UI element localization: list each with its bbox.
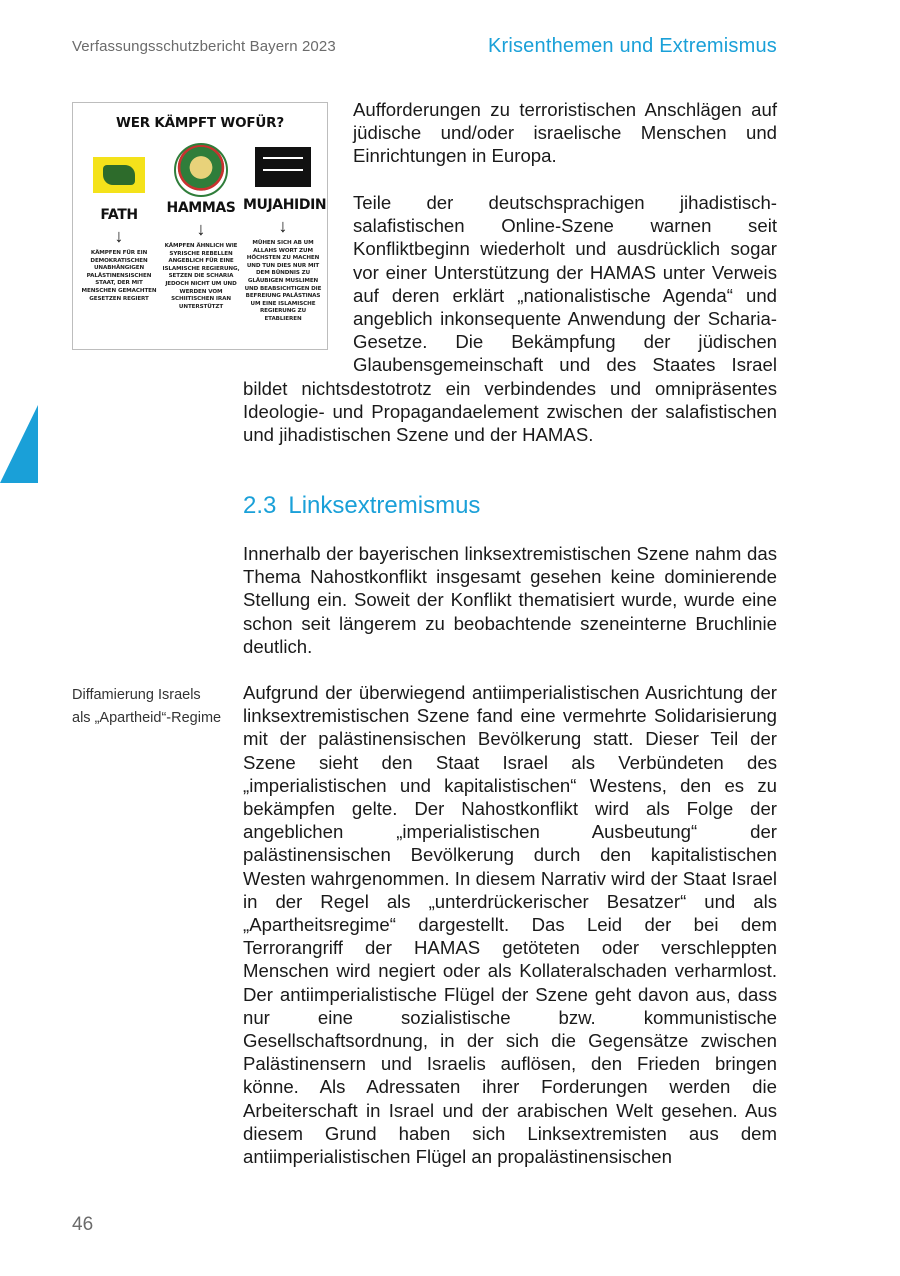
page-number: 46 bbox=[72, 1214, 94, 1235]
column-name: FATH bbox=[100, 207, 138, 223]
side-tab-marker bbox=[0, 405, 38, 483]
section-heading bbox=[243, 492, 480, 520]
column-description: MÜHEN SICH AB UM ALLAHS WORT ZUM HÖCHSTEN ZU MACHEN UND TUN DIES NUR MIT DEM BÜNDNIS ZU GLÄUBIGEN MUSLIMEN UND BEABSICHTIGEN DIE BEFREIUNG PALÄSTINAS UM EINE ISLAMISCHE REGIERUNG ZU ETABLIEREN bbox=[244, 240, 322, 322]
arrow-down-icon: ↓ bbox=[196, 219, 206, 239]
column-description: KÄMPFEN ÄHNLICH WIE SYRISCHE REBELLEN ANGEBLICH FÜR EINE ISLAMISCHE REGIERUNG, SETZEN DIE SCHARIA JEDOCH NICHT UM UND WERDEN VOM SCHIITISCHEN IRAN UNTERSTÜTZT bbox=[162, 243, 240, 310]
paragraph-left-extremist-scene: Innerhalb der bayerischen linksextremistischen Szene nahm das Thema Nahostkonflikt insgesamt gesehen keine dominierende Stellung ein. Soweit der Konflikt thematisiert wurde, wurde eine schon seit längerem zu beobachtende szeneinterne Bruchlinie deutlich. bbox=[243, 543, 777, 657]
paragraph-jihadist-scene bbox=[243, 191, 777, 446]
paragraph-anti-imperialist: Aufgrund der überwiegend antiimperialistischen Ausrichtung der linksextremistischen Szene fand eine vermehrte Solidarisierung mit der palästinensischen Bevölkerung statt. Dieser Teil der Szene sieht den Staat Israel als Verbündeten des „imperialistischen und kapitalistischen“ Westens, den es zu bekämpfen gelte. Der Nahostkonflikt wird als Folge der angeblichen „imperialistischen Ausbeutung“ der palästinensischen Bevölkerung durch den kapitalistischen Westen wahrgenommen. In diesem Narrativ wird der Staat Israel in der Regel als „unterdrückerischer Besatzer“ und als „Apartheitsregime“ dargestellt. Das Leid der bei dem Terrorangriff der HAMAS getöteten oder verschleppten Menschen wird negiert oder als Kollateralschaden verharmlost. Der antiimperialistische Flügel der Szene geht davon aus, dass nur eine sozialistische bzw. kommunistische Gesellschaftsordnung, in der sich die Gegensätze zwischen Palästinensern und Israelis auflösen, den Frieden bringen könne. Als Adressaten ihrer Forderungen werden die Arbeiterschaft in Israel und der arabischen Welt gesehen. Aus diesem Grund haben sich Linksextremisten aus dem antiimperialistischen Flügel an propalästinensischen bbox=[243, 682, 777, 1168]
margin-note: Diffamierung Israels als „Apartheid“-Regime bbox=[72, 687, 222, 726]
running-header-title: Verfassungsschutzbericht Bayern 2023 bbox=[72, 38, 336, 55]
section-title: Linksextremismus bbox=[288, 492, 481, 519]
figure-column-hammas bbox=[161, 143, 241, 311]
figure-title: WER KÄMPFT WOFÜR? bbox=[116, 115, 284, 131]
section-number: 2.3 bbox=[243, 492, 277, 519]
arrow-down-icon: ↓ bbox=[278, 216, 288, 236]
running-header-section: Krisenthemen und Extremismus bbox=[487, 35, 777, 57]
figure-wrap-spacer bbox=[243, 191, 353, 354]
black-flag-icon bbox=[255, 147, 311, 187]
column-name: MUJAHIDIN bbox=[243, 197, 327, 213]
column-description: KÄMPFEN FÜR EIN DEMOKRATISCHEN UNABHÄNGIGEN PALÄSTINENSISCHEN STAAT, DER MIT MENSCHEN GEMACHTEN GESETZEN REGIERT bbox=[81, 250, 157, 302]
arrow-down-icon: ↓ bbox=[114, 226, 124, 246]
paragraph-text: Teile der deutschsprachigen jihadistisch-salafistischen Online-Szene warnen seit Konfliktbeginn wiederholt und ausdrücklich sogar vor einer Unterstützung der HAMAS unter Verweis auf deren erklärt „nationalistische Agenda“ und angeblich inkonsequente Anwendung der Scharia-Gesetze. Die Bekämpfung der jüdischen Glaubensgemeinschaft und des Staates Israel bildet nichtsdestotrotz ein verbindendes und omnipräsentes Ideologie- und Propagandaelement zwischen der salafistischen und jihadistischen Szene und der HAMAS. bbox=[243, 192, 777, 446]
fath-flag-icon bbox=[93, 157, 145, 193]
hamas-emblem-icon bbox=[174, 143, 228, 197]
column-name: HAMMAS bbox=[166, 200, 236, 216]
paragraph-terror-calls: Aufforderungen zu terroristischen Anschlägen auf jüdische und/oder israelische Menschen und Einrichtungen in Europa. bbox=[353, 99, 777, 167]
figure-column-fath bbox=[79, 143, 159, 303]
